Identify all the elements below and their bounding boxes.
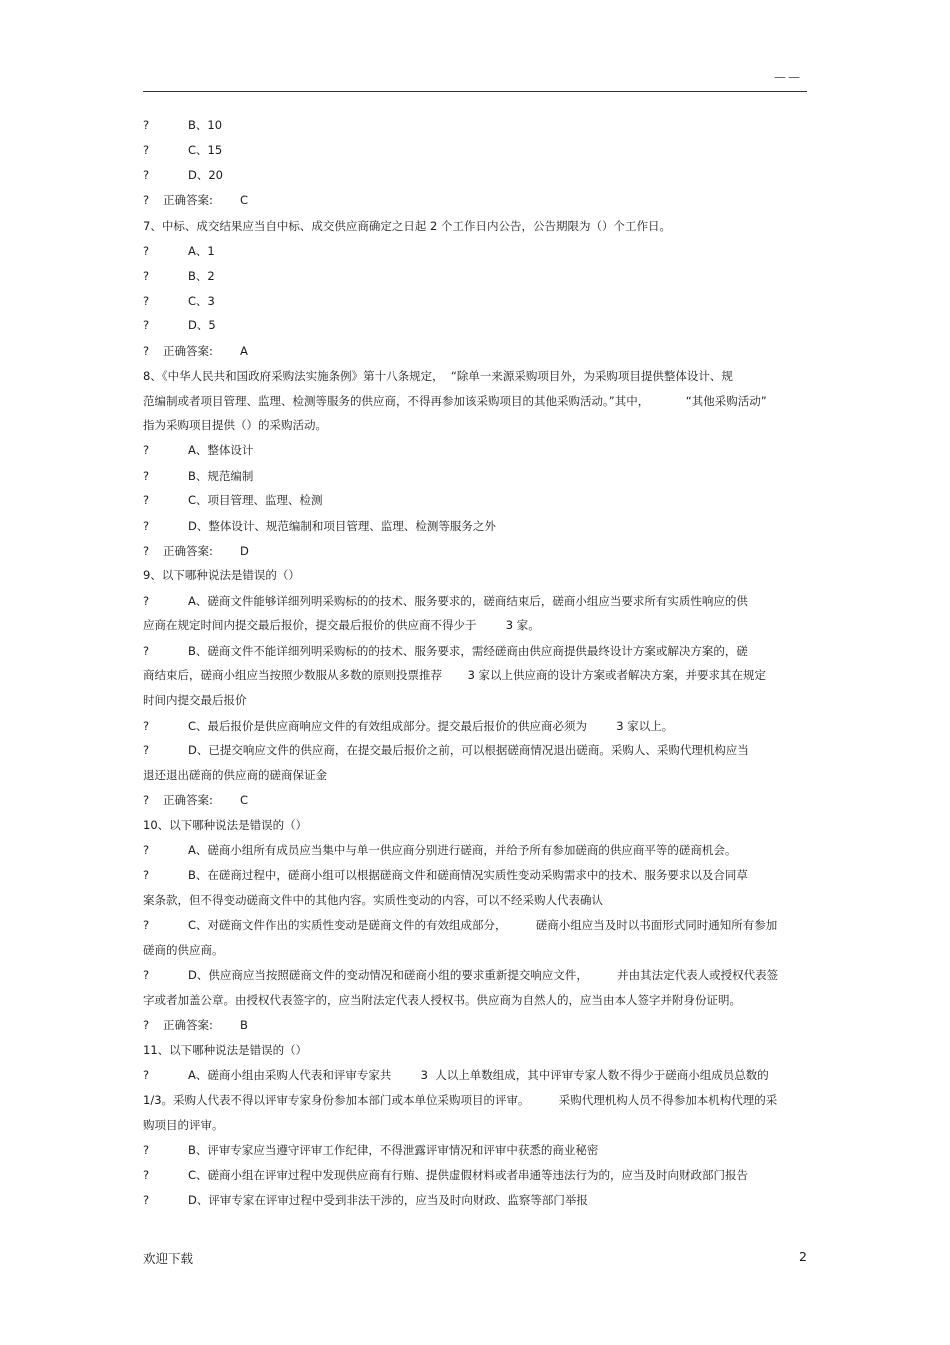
continuation-line: 退还退出磋商的供应商的磋商保证金 <box>143 768 327 782</box>
option-text: A、磋商文件能够详细列明采购标的的技术、服务要求的，磋商结束后，磋商小组应当要求所有实质性响应的供 <box>188 594 748 608</box>
bullet-mark: ? <box>143 793 150 807</box>
bullet-mark: ? <box>143 143 150 157</box>
bullet-mark: ? <box>143 544 150 558</box>
option-text: B、10 <box>188 118 223 132</box>
option-text: A、磋商小组由采购人代表和评审专家共 3 人以上单数组成，其中评审专家人数不得少于磋商小组成员总数的 <box>188 1068 769 1082</box>
question-stem: 8、《中华人民共和国政府采购法实施条例》第十八条规定， “除单一来源采购项目外，为采购项目提供整体设计、规 <box>143 369 733 383</box>
option-text: C、项目管理、监理、检测 <box>188 493 323 507</box>
bullet-mark: ? <box>143 918 150 932</box>
answer-option <box>143 1067 807 1083</box>
option-text: B、磋商文件不能详细列明采购标的的技术、服务要求，需经磋商由供应商提供最终设计方案或解决方案的，磋 <box>188 644 748 658</box>
correct-answer-row <box>143 543 807 559</box>
footer-text: 欢迎下载 <box>143 1251 194 1266</box>
answer-option <box>143 317 807 333</box>
continuation-line: 应商在规定时间内提交最后报价，提交最后报价的供应商不得少于 3 家。 <box>143 618 540 632</box>
question-stem: 7、中标、成交结果应当自中标、成交供应商确定之日起 2 个工作日内公告，公告期限为（）个工作日。 <box>143 219 671 233</box>
answer-option <box>143 1167 807 1183</box>
correct-answer-row <box>143 792 807 808</box>
bullet-mark: ? <box>143 1018 150 1032</box>
option-text: D、已提交响应文件的供应商，在提交最后报价之前，可以根据磋商情况退出磋商。采购人、采购代理机构应当 <box>188 743 749 757</box>
continuation-line: 商结束后，磋商小组应当按照少数服从多数的原则投票推荐 3 家以上供应商的设计方案或者解决方案，并要求其在规定 <box>143 668 767 682</box>
answer-option <box>143 518 807 534</box>
answer-option <box>143 293 807 309</box>
bullet-mark: ? <box>143 594 150 608</box>
correct-answer-label: 正确答案: <box>163 793 213 807</box>
bullet-mark: ? <box>143 743 150 757</box>
correct-answer-value: D <box>240 544 249 558</box>
bullet-mark: ? <box>143 1143 150 1157</box>
option-text: B、2 <box>188 269 215 283</box>
bullet-mark: ? <box>143 193 150 207</box>
continuation-line: 字或者加盖公章。由授权代表签字的，应当附法定代表人授权书。供应商为自然人的，应当由本人签字并附身份证明。 <box>143 993 741 1007</box>
bullet-mark: ? <box>143 294 150 308</box>
bullet-mark: ? <box>143 244 150 258</box>
answer-option <box>143 917 807 933</box>
option-text: A、1 <box>188 244 215 258</box>
correct-answer-label: 正确答案: <box>163 544 213 558</box>
answer-option <box>143 442 807 458</box>
bullet-mark: ? <box>143 519 150 533</box>
correct-answer-row <box>143 192 807 208</box>
option-text: D、评审专家在评审过程中受到非法干涉的，应当及时向财政、监察等部门举报 <box>188 1193 588 1207</box>
header-mark: —— <box>774 70 802 84</box>
answer-option <box>143 117 807 133</box>
correct-answer-value: A <box>240 344 248 358</box>
answer-option <box>143 142 807 158</box>
header-rule <box>143 91 807 92</box>
answer-option <box>143 492 807 508</box>
option-text: D、整体设计、规范编制和项目管理、监理、检测等服务之外 <box>188 519 496 533</box>
bullet-mark: ? <box>143 118 150 132</box>
bullet-mark: ? <box>143 493 150 507</box>
option-text: C、磋商小组在评审过程中发现供应商有行贿、提供虚假材料或者串通等违法行为的，应当及时向财政部门报告 <box>188 1168 749 1182</box>
bullet-mark: ? <box>143 1168 150 1182</box>
option-text: C、3 <box>188 294 215 308</box>
option-text: B、规范编制 <box>188 469 254 483</box>
answer-option <box>143 842 807 858</box>
option-text: D、20 <box>188 168 223 182</box>
question-stem: 10、以下哪种说法是错误的（） <box>143 818 308 832</box>
option-text: C、15 <box>188 143 223 157</box>
bullet-mark: ? <box>143 1068 150 1082</box>
correct-answer-label: 正确答案: <box>163 344 213 358</box>
continuation-line: 磋商的供应商。 <box>143 943 224 957</box>
question-stem: 范编制或者项目管理、监理、检测等服务的供应商，不得再参加该采购项目的其他采购活动。”其中， “其他采购活动” <box>143 394 767 408</box>
answer-option <box>143 1192 807 1208</box>
bullet-mark: ? <box>143 269 150 283</box>
correct-answer-row <box>143 1017 807 1033</box>
option-text: D、5 <box>188 318 216 332</box>
correct-answer-row <box>143 343 807 359</box>
option-text: A、磋商小组所有成员应当集中与单一供应商分别进行磋商，并给予所有参加磋商的供应商平等的磋商机会。 <box>188 843 737 857</box>
answer-option <box>143 867 807 883</box>
correct-answer-value: C <box>240 193 249 207</box>
question-stem: 11、以下哪种说法是错误的（） <box>143 1043 308 1057</box>
question-stem: 9、以下哪种说法是错误的（） <box>143 568 300 582</box>
continuation-line: 时间内提交最后报价 <box>143 693 247 707</box>
answer-option <box>143 593 807 609</box>
correct-answer-value: B <box>240 1018 248 1032</box>
page-number: 2 <box>799 1249 807 1264</box>
option-text: B、评审专家应当遵守评审工作纪律，不得泄露评审情况和评审中获悉的商业秘密 <box>188 1143 599 1157</box>
correct-answer-label: 正确答案: <box>163 1018 213 1032</box>
answer-option <box>143 967 807 983</box>
question-stem: 指为采购项目提供（）的采购活动。 <box>143 418 327 432</box>
bullet-mark: ? <box>143 469 150 483</box>
option-text: C、最后报价是供应商响应文件的有效组成部分。提交最后报价的供应商必须为 3 家以上。 <box>188 719 674 733</box>
correct-answer-value: C <box>240 793 249 807</box>
bullet-mark: ? <box>143 719 150 733</box>
correct-answer-label: 正确答案: <box>163 193 213 207</box>
answer-option <box>143 268 807 284</box>
bullet-mark: ? <box>143 318 150 332</box>
answer-option <box>143 1142 807 1158</box>
option-text: C、对磋商文件作出的实质性变动是磋商文件的有效组成部分， 磋商小组应当及时以书面形式同时通知所有参加 <box>188 918 778 932</box>
option-text: D、供应商应当按照磋商文件的变动情况和磋商小组的要求重新提交响应文件， 并由其法定代表人或授权代表签 <box>188 968 779 982</box>
bullet-mark: ? <box>143 968 150 982</box>
answer-option <box>143 742 807 758</box>
answer-option <box>143 718 807 734</box>
bullet-mark: ? <box>143 168 150 182</box>
answer-option <box>143 468 807 484</box>
option-text: B、在磋商过程中，磋商小组可以根据磋商文件和磋商情况实质性变动采购需求中的技术、服务要求以及合同草 <box>188 868 748 882</box>
option-text: A、整体设计 <box>188 443 254 457</box>
continuation-line: 购项目的评审。 <box>143 1118 224 1132</box>
continuation-line: 案条款，但不得变动磋商文件中的其他内容。实质性变动的内容，可以不经采购人代表确认 <box>143 893 603 907</box>
bullet-mark: ? <box>143 344 150 358</box>
bullet-mark: ? <box>143 644 150 658</box>
answer-option <box>143 167 807 183</box>
answer-option <box>143 243 807 259</box>
bullet-mark: ? <box>143 868 150 882</box>
continuation-line: 1/3。采购人代表不得以评审专家身份参加本部门或本单位采购项目的评审。 采购代理机构人员不得参加本机构代理的采 <box>143 1093 778 1107</box>
bullet-mark: ? <box>143 443 150 457</box>
answer-option <box>143 643 807 659</box>
bullet-mark: ? <box>143 843 150 857</box>
bullet-mark: ? <box>143 1193 150 1207</box>
